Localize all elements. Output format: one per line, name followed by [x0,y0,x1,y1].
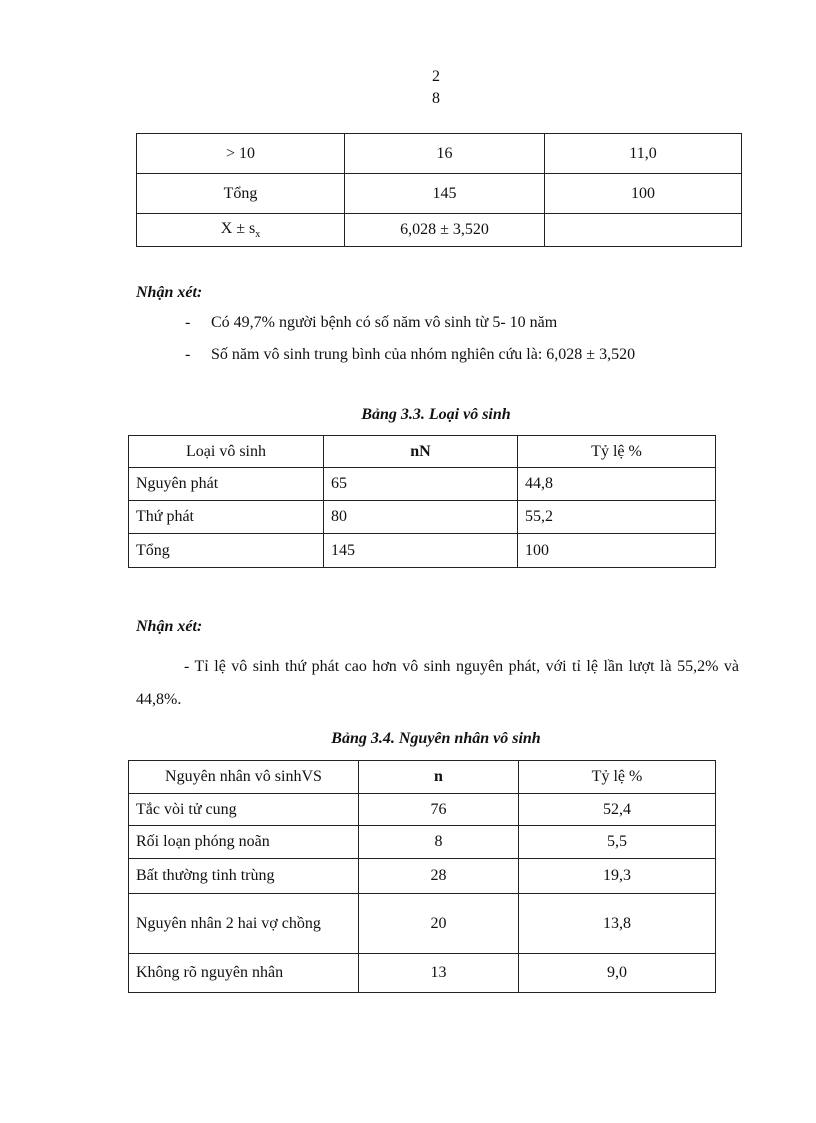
table-row [137,174,742,214]
table-cell: 100 [545,174,742,214]
table-cell: 65 [324,468,518,501]
table-cell: Không rõ nguyên nhân [129,954,359,993]
table-cell: 20 [359,894,519,954]
table-caption: Bảng 3.3. Loại vô sinh [361,406,511,423]
table-cell: 100 [518,534,716,568]
table-cell: Thứ phát [129,501,324,534]
table-cell: 28 [359,859,519,894]
remark-title: Nhận xét: [136,618,203,635]
column-header: Nguyên nhân vô sinhVS [129,761,359,794]
bullet-text: Số năm vô sinh trung bình của nhóm nghiên cứu là: 6,028 ± 3,520 [211,346,636,363]
infertility-cause-table [128,760,716,993]
table-row [129,826,716,859]
table-cell: 76 [359,794,519,826]
table-cell: 13,8 [519,894,716,954]
table-cell: 19,3 [519,859,716,894]
table-row [129,501,716,534]
table-row [129,954,716,993]
table-row [137,134,742,174]
table-cell: 145 [345,174,545,214]
page-number-line1: 2 [432,68,440,85]
table-header-row [129,436,716,468]
remark-paragraph: - Tỉ lệ vô sinh thứ phát cao hơn vô sinh nguyên phát, với tỉ lệ lần lượt là 55,2% và 44,8%. [136,658,739,708]
table-cell: Tổng [129,534,324,568]
table-cell: 52,4 [519,794,716,826]
table-cell: 16 [345,134,545,174]
table-header-row [129,761,716,794]
table-cell: 145 [324,534,518,568]
remark-bullet [185,314,557,332]
column-header: Loại vô sinh [129,436,324,468]
table-cell: 80 [324,501,518,534]
table-cell: Tổng [137,174,345,214]
table-cell [545,214,742,247]
table-cell: Nguyên nhân 2 hai vợ chồng [129,894,359,954]
bullet-dash: - [185,346,191,363]
table-cell: 9,0 [519,954,716,993]
table-cell: Bất thường tinh trùng [129,859,359,894]
column-header: n [359,761,519,794]
remark-bullet [185,346,635,364]
infertility-type-table [128,435,716,568]
table-cell: 8 [359,826,519,859]
mean-value: 6,028 ± 3,520 [345,214,545,247]
table-cell: 11,0 [545,134,742,174]
page-number-line2: 8 [432,90,440,107]
years-table [136,133,742,247]
table-cell: 5,5 [519,826,716,859]
table-row [129,894,716,954]
bullet-dash: - [185,314,191,331]
bullet-text: Có 49,7% người bệnh có số năm vô sinh từ 5- 10 năm [211,314,558,331]
column-header: Tỷ lệ % [518,436,716,468]
table-cell: 13 [359,954,519,993]
table-cell: Tắc vòi tử cung [129,794,359,826]
table-cell: 44,8 [518,468,716,501]
table-row [129,534,716,568]
table-cell: Nguyên phát [129,468,324,501]
table-cell: Rối loạn phóng noãn [129,826,359,859]
table-row-mean [137,214,742,247]
table-row [129,468,716,501]
column-header: Tỷ lệ % [519,761,716,794]
table-caption: Bảng 3.4. Nguyên nhân vô sinh [331,730,541,747]
table-cell: > 10 [137,134,345,174]
table-row [129,859,716,894]
table-row [129,794,716,826]
table-cell: 55,2 [518,501,716,534]
mean-label: $X \pm s_x$ [137,214,345,247]
remark-title: Nhận xét: [136,284,203,301]
column-header: nN [324,436,518,468]
